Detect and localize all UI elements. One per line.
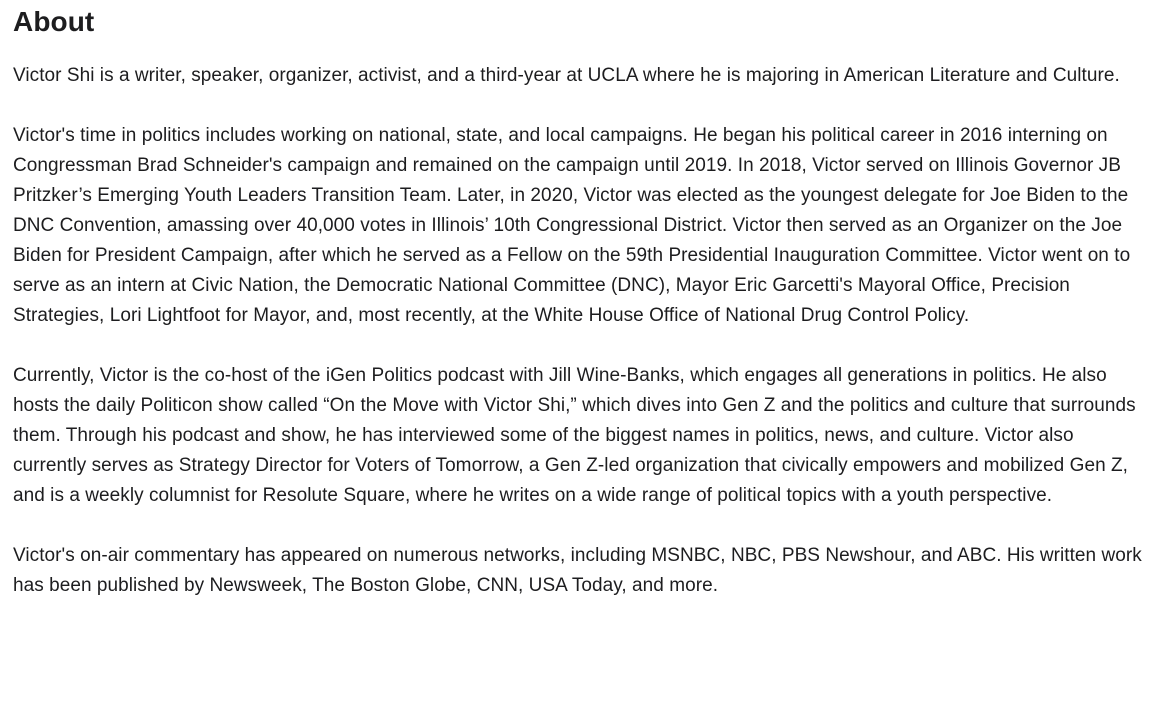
about-paragraph-current: Currently, Victor is the co-host of the iGen Politics podcast with Jill Wine-Banks, which engages all generations in politics. He also hosts the daily Politicon show called “On the Move with Victor Shi,” which dives into Gen Z and the politics and culture that surrounds them. Through his podcast and show, he has interviewed some of the biggest names in politics, news, and culture. Victor also currently serves as Strategy Director for Voters of Tomorrow, a Gen Z-led organization that civically empowers and mobilized Gen Z, and is a weekly columnist for Resolute Square, where he writes on a wide range of political topics with a youth perspective. xyxy=(13,365,1136,506)
about-heading: About xyxy=(13,6,95,37)
about-paragraph-politics: Victor's time in politics includes working on national, state, and local campaigns. He began his political career in 2016 interning on Congressman Brad Schneider's campaign and remained on the campaign until 2019. In 2018, Victor served on Illinois Governor JB Pritzker’s Emerging Youth Leaders Transition Team. Later, in 2020, Victor was elected as the youngest delegate for Joe Biden to the DNC Convention, amassing over 40,000 votes in Illinois’ 10th Congressional District. Victor then served as an Organizer on the Joe Biden for President Campaign, after which he served as a Fellow on the 59th Presidential Inauguration Committee. Victor went on to serve as an intern at Civic Nation, the Democratic National Committee (DNC), Mayor Eric Garcetti's Mayoral Office, Precision Strategies, Lori Lightfoot for Mayor, and, most recently, at the White House Office of National Drug Control Policy. xyxy=(13,125,1131,326)
about-paragraph-media: Victor's on-air commentary has appeared on numerous networks, including MSNBC, NBC, PBS Newshour, and ABC. His written work has been published by Newsweek, The Boston Globe, CNN, USA Today, and more. xyxy=(13,545,1142,596)
about-body xyxy=(13,61,1148,601)
about-paragraph-intro: Victor Shi is a writer, speaker, organizer, activist, and a third-year at UCLA where he is majoring in American Literature and Culture. xyxy=(13,65,1120,86)
